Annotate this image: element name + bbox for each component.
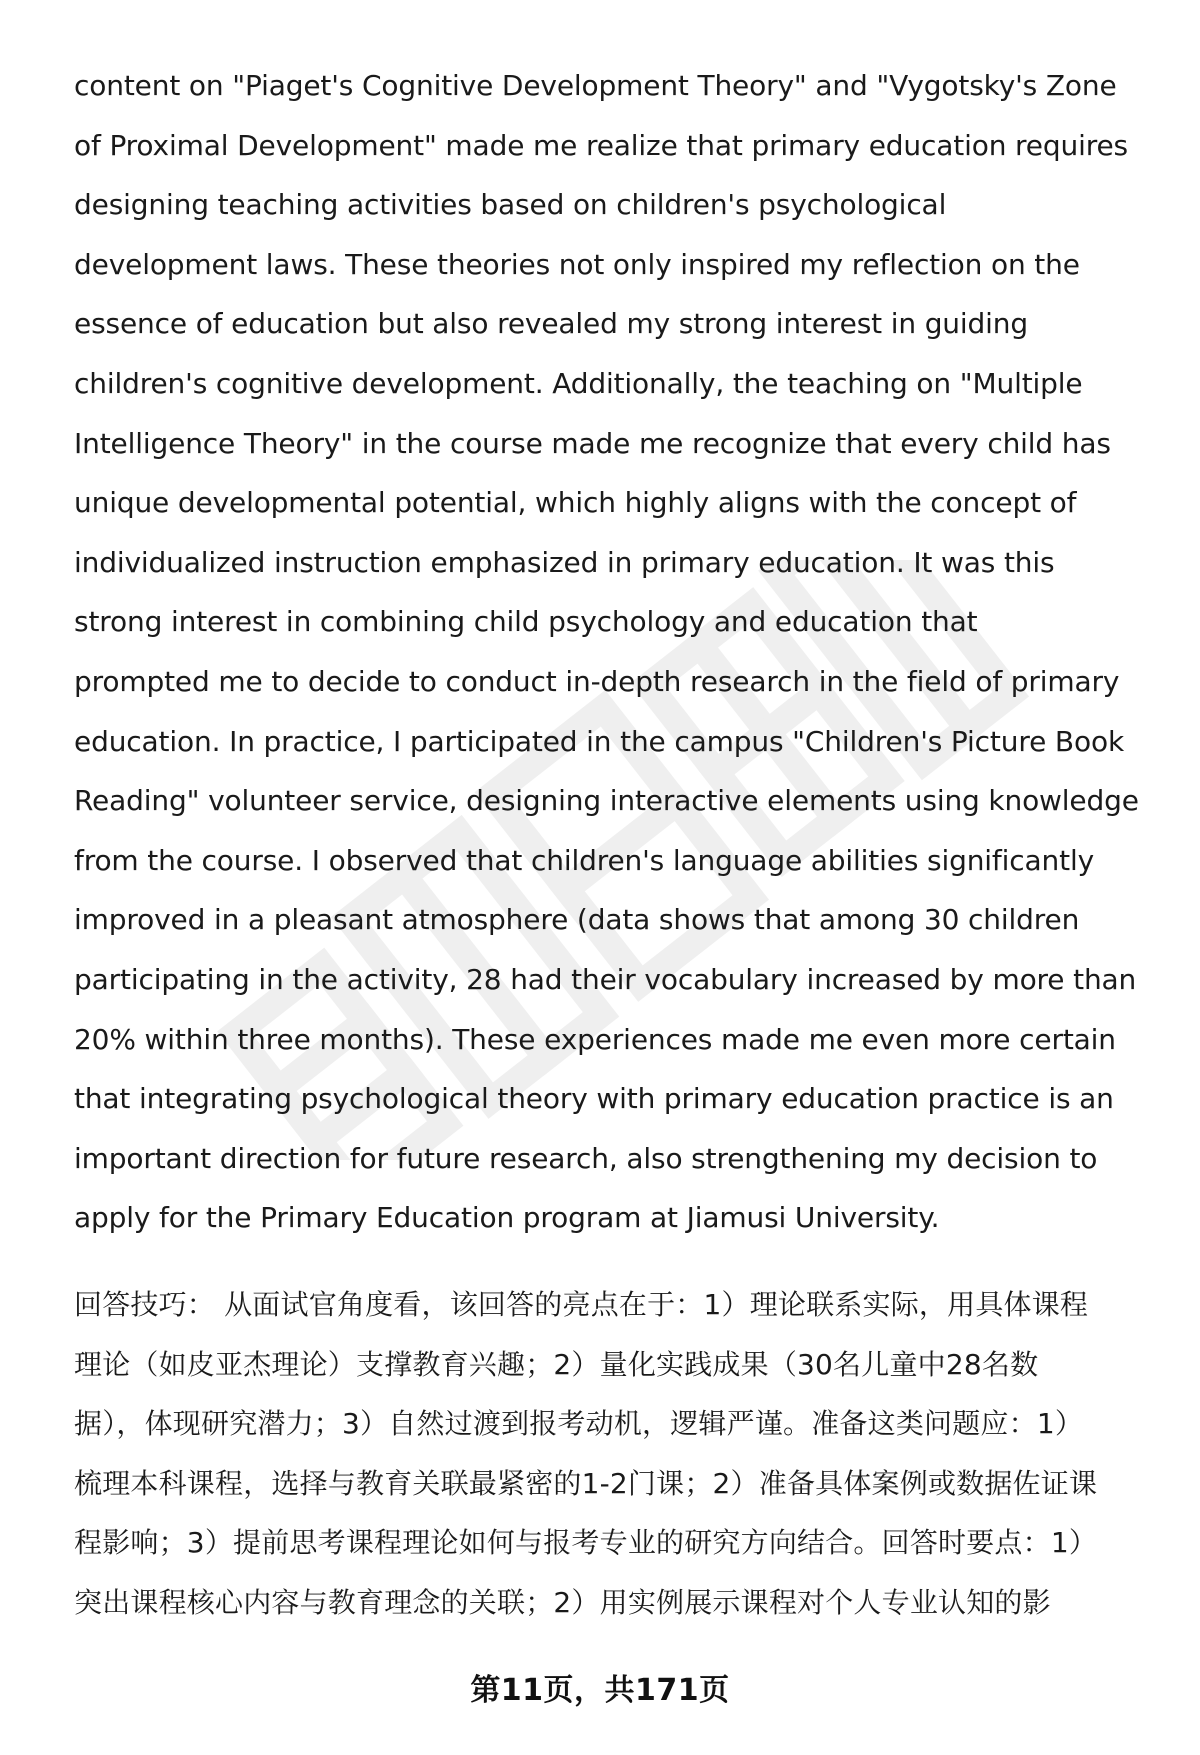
body-line: Reading" volunteer service, designing interactive elements using knowledge: [74, 784, 1139, 818]
body-line: content on "Piaget's Cognitive Development Theory" and "Vygotsky's Zone: [74, 69, 1117, 102]
tips-line: 梳理本科课程，选择与教育关联最紧密的1-2门课；2）准备具体案例或数据佐证课: [74, 1466, 1098, 1500]
body-line: designing teaching activities based on children's psychological: [74, 188, 947, 222]
tips-line: 突出课程核心内容与教育理念的关联；2）用实例展示课程对个人专业认知的影: [74, 1585, 1051, 1619]
body-line: children's cognitive development. Additionally, the teaching on "Multiple: [74, 366, 1083, 400]
body-line: 20% within three months). These experiences made me even more certain: [74, 1022, 1116, 1056]
body-line: of Proximal Development" made me realize that primary education requires: [74, 128, 1128, 162]
body-line: apply for the Primary Education program at Jiamusi University.: [74, 1201, 940, 1235]
body-line: individualized instruction emphasized in primary education. It was this: [74, 545, 1055, 579]
tips-line: 据），体现研究潜力；3）自然过渡到报考动机，逻辑严谨。准备这类问题应：1）: [74, 1407, 1084, 1440]
body-line: strong interest in combining child psychology and education that: [74, 605, 978, 639]
body-line: education. In practice, I participated in the campus "Children's Picture Book: [74, 724, 1125, 758]
body-line: from the course. I observed that children's language abilities significantly: [74, 843, 1094, 877]
body-line: development laws. These theories not only inspired my reflection on the: [74, 247, 1080, 281]
body-line: prompted me to decide to conduct in-depth research in the field of primary: [74, 664, 1120, 698]
answer-tips-section: [74, 1275, 1164, 1632]
tips-line: 理论（如皮亚杰理论）支撑教育兴趣；2）量化实践成果（30名儿童中28名数: [74, 1347, 1039, 1381]
body-line: improved in a pleasant atmosphere (data shows that among 30 children: [74, 903, 1080, 937]
body-line: important direction for future research, also strengthening my decision to: [74, 1141, 1098, 1175]
body-line: participating in the activity, 28 had their vocabulary increased by more than: [74, 962, 1137, 996]
body-line: that integrating psychological theory with primary education practice is an: [74, 1082, 1114, 1116]
body-line: unique developmental potential, which highly aligns with the concept of: [74, 486, 1077, 520]
tips-line: 回答技巧： 从面试官角度看，该回答的亮点在于：1）理论联系实际，用具体课程: [74, 1288, 1089, 1321]
answer-body-english: [74, 56, 1164, 1248]
tips-line: 程影响；3）提前思考课程理论如何与报考专业的研究方向结合。回答时要点：1）: [74, 1526, 1098, 1559]
body-line: Intelligence Theory" in the course made me recognize that every child has: [74, 426, 1111, 460]
page-number: 第11页，共171页: [470, 1673, 730, 1708]
body-line: essence of education but also revealed my strong interest in guiding: [74, 307, 1029, 341]
